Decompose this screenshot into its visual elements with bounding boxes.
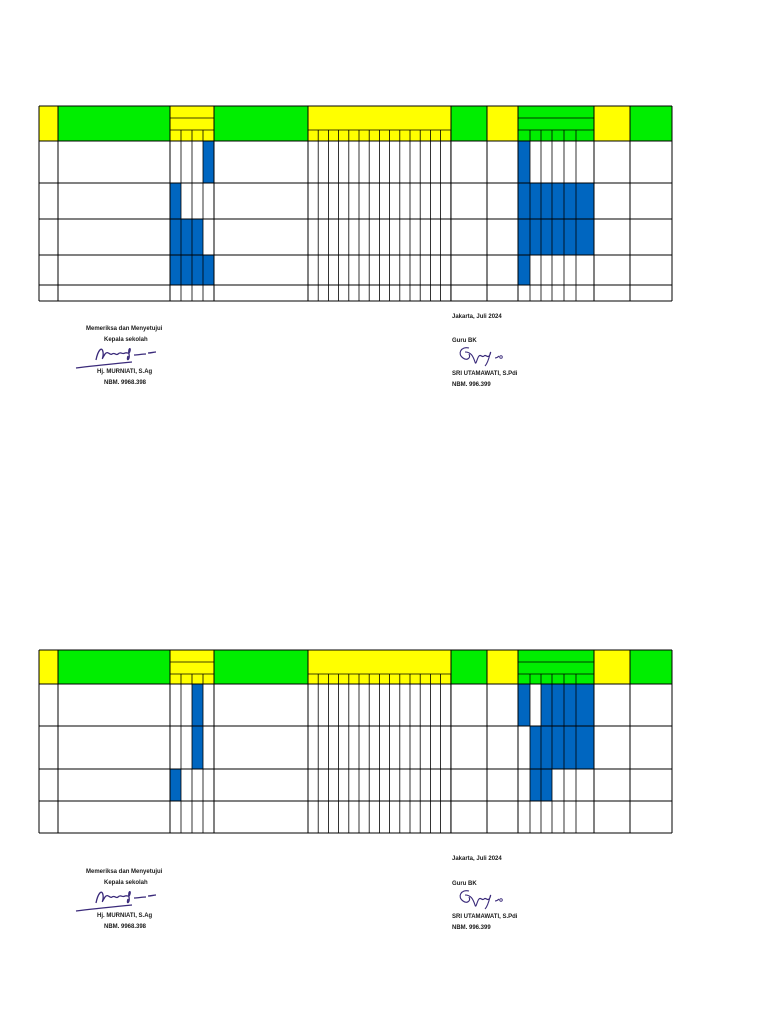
filled-cell: [576, 183, 594, 219]
counselor-nbm: NBM. 996.399: [452, 925, 491, 931]
headmaster-title: Kepala sekolah: [104, 337, 148, 343]
filled-cell: [170, 183, 181, 219]
header-cell-activity: [214, 650, 308, 684]
filled-cell: [203, 255, 214, 285]
header-cell-group-b: [518, 106, 594, 141]
counselor-nbm: NBM. 996.399: [452, 382, 491, 388]
filled-cell: [192, 684, 203, 726]
filled-cell: [518, 183, 530, 219]
place-date: Jakarta, Juli 2024: [452, 856, 502, 862]
header-cell-method: [487, 106, 518, 141]
filled-cell: [541, 183, 552, 219]
filled-cell: [170, 219, 181, 255]
filled-cell: [181, 219, 192, 255]
filled-cell: [552, 219, 564, 255]
header-cell-target: [451, 650, 487, 684]
filled-cell: [518, 255, 530, 285]
filled-cell: [576, 219, 594, 255]
filled-cell: [170, 255, 181, 285]
header-cell-name: [58, 106, 170, 141]
filled-cell: [203, 141, 214, 183]
filled-cell: [564, 219, 576, 255]
filled-cell: [170, 769, 181, 801]
header-cell-name: [58, 650, 170, 684]
header-cell-target: [451, 106, 487, 141]
header-cell-no: [39, 106, 58, 141]
filled-cell: [518, 684, 530, 726]
counselor-signature-icon: [455, 344, 510, 370]
header-cell-result: [594, 650, 630, 684]
approval-text: Memeriksa dan Menyetujui: [86, 326, 163, 332]
header-cell-activity: [214, 106, 308, 141]
header-cell-notes: [630, 650, 672, 684]
filled-cell: [181, 255, 192, 285]
filled-cell: [530, 219, 541, 255]
filled-cell: [541, 684, 564, 726]
filled-cell: [518, 141, 530, 183]
header-cell-notes: [630, 106, 672, 141]
counselor-title: Guru BK: [452, 881, 477, 887]
filled-cell: [518, 219, 530, 255]
filled-cell: [541, 769, 552, 801]
filled-cell: [541, 726, 552, 769]
counselor-name: SRI UTAMAWATI, S.Pdi: [452, 914, 518, 920]
approval-text: Memeriksa dan Menyetujui: [86, 869, 163, 875]
filled-cell: [576, 726, 594, 769]
filled-cell: [552, 183, 564, 219]
headmaster-name: Hj. MURNIATI, S.Ag: [97, 913, 153, 919]
header-cell-group-b: [518, 650, 594, 684]
filled-cell: [564, 183, 576, 219]
headmaster-nbm: NBM. 9968.398: [104, 380, 147, 386]
header-cell-no: [39, 650, 58, 684]
filled-cell: [552, 726, 564, 769]
headmaster-signature-icon: [72, 342, 162, 372]
filled-cell: [564, 726, 576, 769]
filled-cell: [530, 769, 541, 801]
filled-cell: [192, 255, 203, 285]
counselor-name: SRI UTAMAWATI, S.Pdi: [452, 371, 518, 377]
header-cell-result: [594, 106, 630, 141]
filled-cell: [530, 183, 541, 219]
headmaster-signature-icon: [72, 885, 162, 915]
headmaster-title: Kepala sekolah: [104, 880, 148, 886]
place-date: Jakarta, Juli 2024: [452, 314, 502, 320]
counselor-title: Guru BK: [452, 338, 477, 344]
filled-cell: [541, 219, 552, 255]
counselor-signature-icon: [455, 887, 510, 913]
filled-cell: [192, 219, 203, 255]
headmaster-name: Hj. MURNIATI, S.Ag: [97, 369, 153, 375]
filled-cell: [530, 726, 541, 769]
filled-cell: [192, 726, 203, 769]
header-cell-method: [487, 650, 518, 684]
filled-cell: [564, 684, 594, 726]
headmaster-nbm: NBM. 9968.398: [104, 924, 147, 930]
